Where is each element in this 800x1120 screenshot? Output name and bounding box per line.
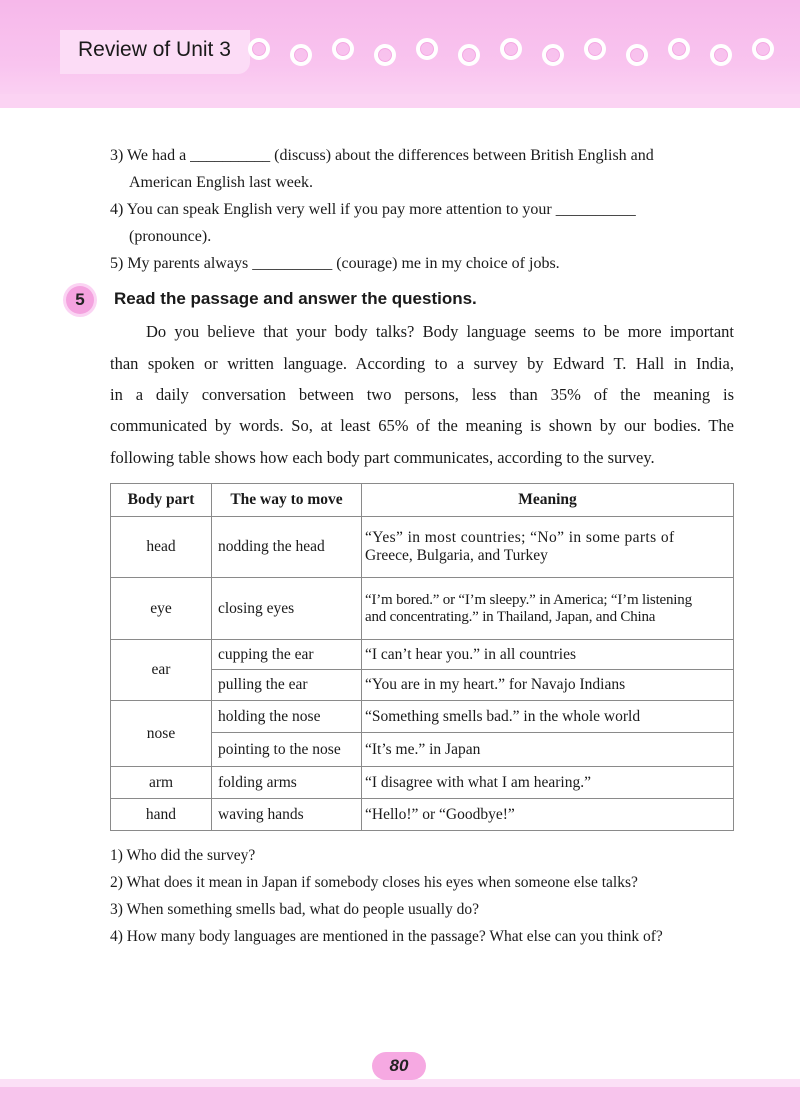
meaning-line: Greece, Bulgaria, and Turkey [365,547,548,564]
decorative-rings [244,36,800,76]
exercise-item-3: 3) We had a __________ (discuss) about the differences between British English and [110,147,654,164]
meaning-line: “Yes” in most countries; “No” in some parts of [365,529,675,546]
table-row [111,799,734,831]
meaning-line: and concentrating.” in Thailand, Japan, and China [365,608,656,625]
header-way-to-move: The way to move [212,484,362,517]
meaning-cell: “I disagree with what I am hearing.” [362,767,734,799]
question-1: 1) Who did the survey? [110,847,256,864]
passage-line: following table shows how each body part communicates, according to the survey. [110,448,655,467]
table-row [111,578,734,640]
meaning-cell: “Something smells bad.” in the whole world [362,701,734,733]
movement-cell: nodding the head [212,517,362,578]
ring-icon [332,38,354,60]
ring-icon [416,38,438,60]
meaning-cell: “Hello!” or “Goodbye!” [362,799,734,831]
body-part-cell: ear [111,640,212,701]
header-meaning: Meaning [362,484,734,517]
ring-icon [458,44,480,66]
meaning-cell [362,578,734,640]
ring-icon [542,44,564,66]
page-number: 80 [389,1056,409,1075]
table-row [111,701,734,733]
ring-icon [668,38,690,60]
ring-icon [500,38,522,60]
ring-icon [584,38,606,60]
table-row [111,767,734,799]
movement-cell: pulling the ear [212,670,362,701]
exercise-item-5: 5) My parents always __________ (courage) me in my choice of jobs. [110,255,560,272]
ring-icon [248,38,270,60]
section-title: Read the passage and answer the questions. [114,289,477,308]
table-header-row [111,484,734,517]
question-4: 4) How many body languages are mentioned in the passage? What else can you think of? [110,928,663,945]
movement-cell: folding arms [212,767,362,799]
passage-line: communicated by words. So, at least 65% of the meaning is shown by our bodies. The [110,416,734,435]
footer-light-band [0,1079,800,1087]
meaning-cell: “I can’t hear you.” in all countries [362,640,734,670]
movement-cell: pointing to the nose [212,733,362,767]
passage-line: in a daily conversation between two persons, less than 35% of the meaning is [110,385,734,404]
table-row [111,517,734,578]
exercise-item-4-cont: (pronounce). [129,228,212,245]
meaning-cell [362,517,734,578]
movement-cell: cupping the ear [212,640,362,670]
section-number: 5 [75,290,85,309]
header-body-part: Body part [111,484,212,517]
body-part-cell: head [111,517,212,578]
question-2: 2) What does it mean in Japan if somebody closes his eyes when someone else talks? [110,874,638,891]
question-3: 3) When something smells bad, what do people usually do? [110,901,480,918]
body-language-table [110,483,734,831]
exercise-item-3-cont: American English last week. [129,174,313,191]
movement-cell: holding the nose [212,701,362,733]
ring-icon [626,44,648,66]
header-strip [0,94,800,108]
meaning-cell: “It’s me.” in Japan [362,733,734,767]
ring-icon [752,38,774,60]
exercise-item-4: 4) You can speak English very well if you pay more attention to your __________ [110,201,636,218]
body-part-cell: eye [111,578,212,640]
meaning-cell: “You are in my heart.” for Navajo Indians [362,670,734,701]
unit-title: Review of Unit 3 [78,38,231,61]
ring-icon [710,44,732,66]
body-part-cell: arm [111,767,212,799]
movement-cell: waving hands [212,799,362,831]
ring-icon [374,44,396,66]
movement-cell: closing eyes [212,578,362,640]
footer-band [0,1087,800,1120]
ring-icon [290,44,312,66]
meaning-line: “I’m bored.” or “I’m sleepy.” in America; “I’m listening [365,591,692,608]
body-part-cell: nose [111,701,212,767]
passage-line: than spoken or written language. According to a survey by Edward T. Hall in India, [110,354,734,373]
table-row [111,640,734,670]
body-part-cell: hand [111,799,212,831]
passage-line: Do you believe that your body talks? Body language seems to be more important [146,322,734,341]
